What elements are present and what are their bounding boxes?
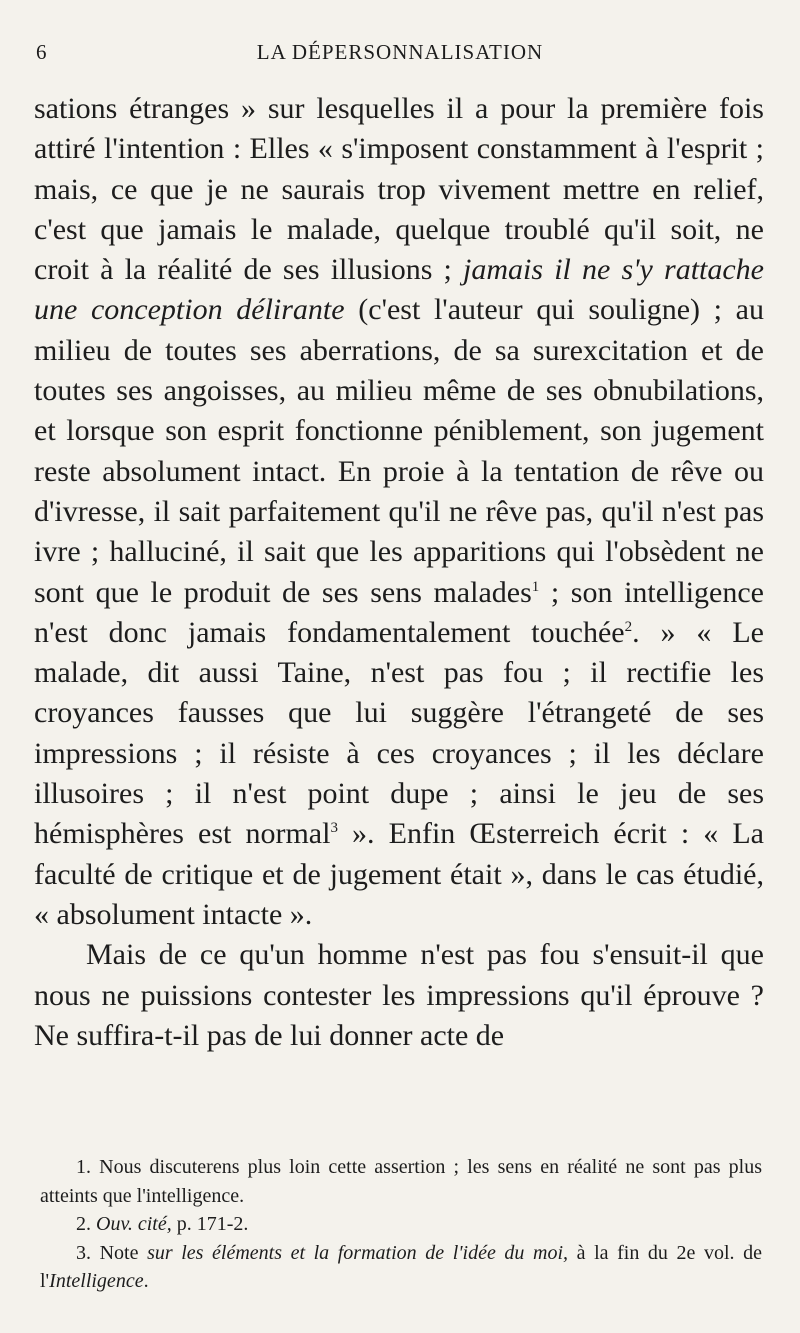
text-run: 3. Note <box>76 1241 148 1264</box>
footnote-1: 1. Nous discuterens plus loin cette assertion ; les sens en réalité ne sont pas plus atteints que l'intelligence. <box>40 1156 762 1207</box>
footnote-2-number: 2. <box>76 1213 96 1235</box>
footnote-2-pages: p. 171-2. <box>171 1213 249 1235</box>
footnote-2-citation: Ouv. cité, <box>96 1213 172 1235</box>
page-header <box>36 40 764 74</box>
text-run: à la fin du 2e vol. de l' <box>40 1241 762 1292</box>
footnotes <box>40 1153 762 1296</box>
text-run: ; son intelligence n'est donc jamais fondamentalement touchée <box>34 575 765 649</box>
italic-emphasis: jamais il ne s'y rattache une conception délirante <box>34 253 764 327</box>
text-run: ». Enfin Œsterreich écrit : « La faculté de critique et de jugement était », dans le cas étudié, « absolument intacte ». <box>34 817 764 931</box>
text-run: sations étranges » sur lesquelles il a pour la première fois attiré l'intention : Elles « s'imposent constamment à l'esprit ; mais, ce que je ne saurais trop vivement mettre en relief, c'est que jamais le malade, quelque troublé qu'il soit, ne croit à la réalité de ses illusions ; <box>34 92 764 287</box>
italic-book-title: Intelligence <box>49 1270 144 1292</box>
paragraph-2: Mais de ce qu'un homme n'est pas fou s'ensuit-il que nous ne puissions contester les impressions qu'il éprouve ? Ne suffira-t-il pas de lui donner acte de <box>34 938 764 1052</box>
footnote-ref-2: 2 <box>624 618 633 635</box>
text-run: (c'est l'auteur qui souligne) ; au milieu de toutes ses aberrations, de sa surexcitation et de toutes ses angoisses, au milieu même de ses obnubilations, et lorsque son esprit fonctionne péniblement, son jugement reste absolument intact. En proie à la tentation de rêve ou d'ivresse, il sait parfaitement qu'il ne rêve pas, qu'il n'est pas ivre ; halluciné, il sait que les apparitions qui l'obsèdent ne sont que le produit de ses sens malades <box>34 293 764 609</box>
body-text <box>34 89 764 1056</box>
footnote-2 <box>40 1210 762 1239</box>
italic-title: sur les éléments et la formation de l'idée du moi, <box>147 1241 569 1264</box>
text-run: . » « Le malade, dit aussi Taine, n'est pas fou ; il rectifie les croyances fausses que lui suggère l'étrangeté de ses impressions ; il résiste à ces croyances ; il les déclare illusoires ; il n'est point dupe ; ainsi le jeu de ses hémisphères est normal <box>34 615 764 851</box>
footnote-ref-3: 3 <box>330 820 338 837</box>
text-run: . <box>143 1270 149 1292</box>
running-title: LA DÉPERSONNALISATION <box>256 40 544 64</box>
page-number: 6 <box>36 40 48 64</box>
paragraph-1 <box>34 89 764 935</box>
footnote-3 <box>40 1239 762 1296</box>
footnote-ref-1: 1 <box>531 578 540 595</box>
